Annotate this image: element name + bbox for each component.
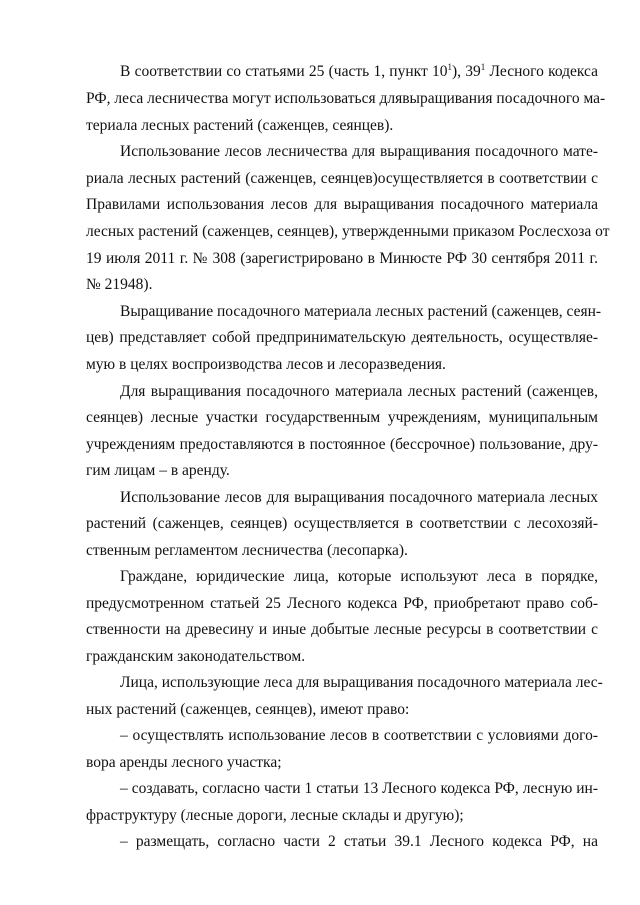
text-line: Граждане, юридические лица, которые используют леса в порядке, bbox=[120, 568, 598, 585]
text-line: гим лицам – в аренду. bbox=[86, 462, 230, 479]
text-line: фраструктуру (лесные дороги, лесные склады и другую); bbox=[86, 807, 464, 824]
text-line: ственности на древесину и иные добытые лесные ресурсы в соответствии с bbox=[86, 621, 598, 638]
text-line: сеянцев) лесные участки государственным учреждениям, муниципальным bbox=[86, 409, 598, 426]
text-line: Использование лесов для выращивания посадочного материала лесных bbox=[120, 489, 598, 506]
text-line: Для выращивания посадочного материала лесных растений (саженцев, bbox=[120, 383, 598, 400]
text-line: териала лесных растений (саженцев, сеянцев). bbox=[86, 117, 394, 134]
text-line: ственным регламентом лесничества (лесопарка). bbox=[86, 542, 408, 559]
text-line: цев) представляет собой предпринимательскую деятельность, осуществляе- bbox=[86, 329, 598, 346]
text-line: ных растений (саженцев, сеянцев), имеют право: bbox=[86, 701, 410, 718]
text-line: № 21948). bbox=[86, 276, 153, 293]
superscript: 1 bbox=[447, 62, 452, 72]
text-line: – осуществлять использование лесов в соответствии с условиями дого- bbox=[120, 727, 598, 744]
text-line: риала лесных растений (саженцев, сеянцев)осуществляется в соответствии с bbox=[86, 170, 598, 187]
text-line: – размещать, согласно части 2 статьи 39.1 Лесного кодекса РФ, на bbox=[120, 833, 598, 850]
text-line: Выращивание посадочного материала лесных растений (саженцев, сеян- bbox=[120, 303, 602, 320]
text-line: Лица, использующие леса для выращивания посадочного материала лес- bbox=[120, 674, 603, 691]
text-line: вора аренды лесного участка; bbox=[86, 754, 282, 771]
text-line bbox=[120, 62, 598, 82]
superscript: 1 bbox=[480, 62, 486, 72]
text-line: лесных растений (саженцев, сеянцев), утвержденными приказом Рослесхоза от bbox=[86, 223, 610, 240]
text-line: 19 июля 2011 г. № 308 (зарегистрировано в Минюсте РФ 30 сентября 2011 г. bbox=[86, 250, 598, 267]
text-line: мую в целях воспроизводства лесов и лесоразведения. bbox=[86, 356, 446, 373]
text-fragment: ), 39 bbox=[452, 63, 481, 80]
text-line: учреждениям предоставляются в постоянное (бессрочное) пользование, дру- bbox=[86, 436, 598, 453]
text-line: РФ, леса лесничества могут использоваться длявыращивания посадочного ма- bbox=[86, 90, 606, 107]
text-line: гражданским законодательством. bbox=[86, 648, 306, 665]
text-line: предусмотренном статьей 25 Лесного кодекса РФ, приобретают право соб- bbox=[86, 595, 598, 612]
text-line: Использование лесов лесничества для выращивания посадочного мате- bbox=[120, 143, 598, 160]
text-line: растений (саженцев, сеянцев) осуществляется в соответствии с лесохозяй- bbox=[86, 515, 598, 532]
text-line: – создавать, согласно части 1 статьи 13 Лесного кодекса РФ, лесную ин- bbox=[120, 780, 598, 797]
text-line: Правилами использования лесов для выращивания посадочного материала bbox=[86, 196, 598, 213]
text-fragment: Лесного кодекса bbox=[485, 63, 598, 80]
text-fragment: В соответствии со статьями 25 (часть 1, пункт 10 bbox=[120, 63, 448, 80]
